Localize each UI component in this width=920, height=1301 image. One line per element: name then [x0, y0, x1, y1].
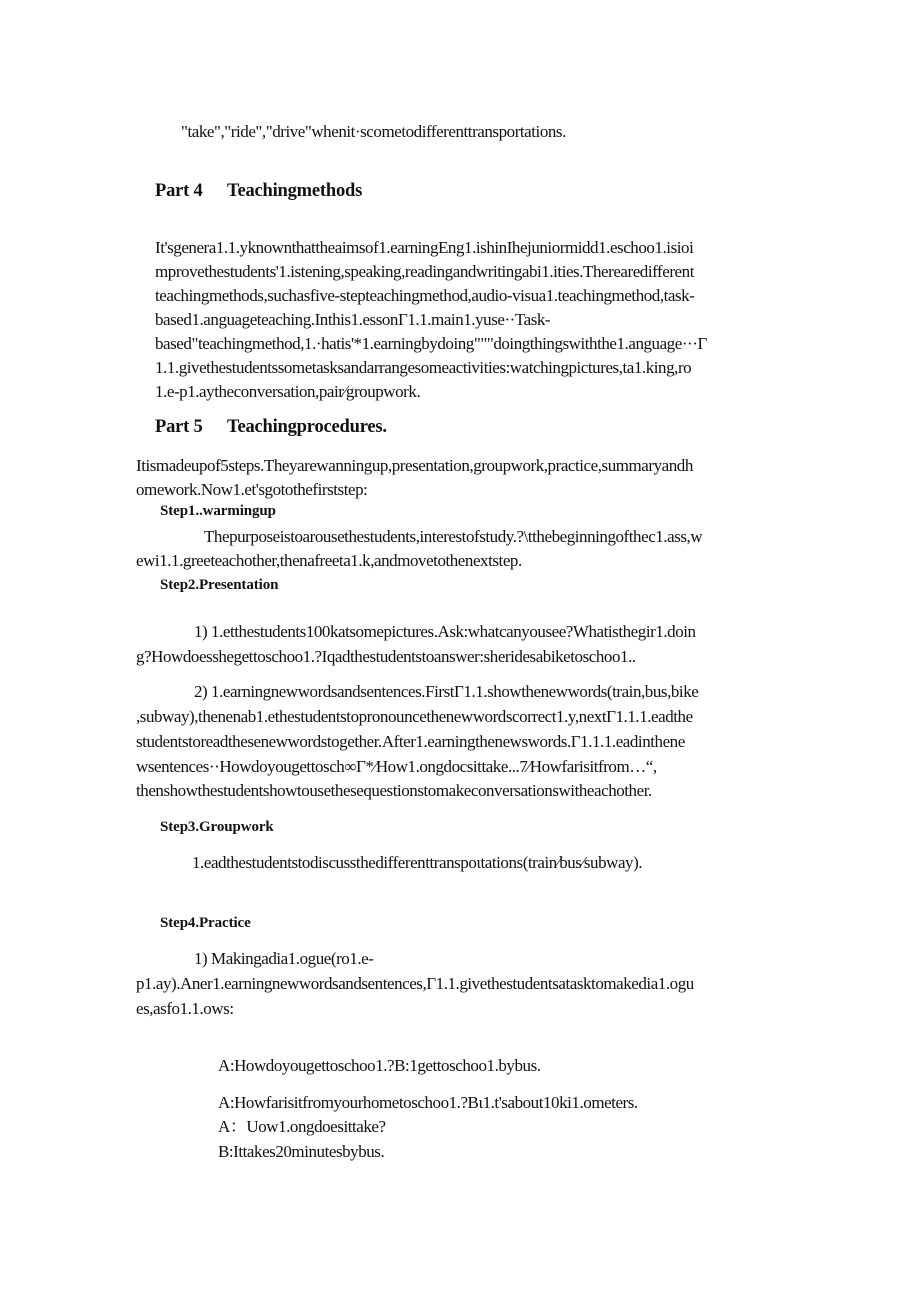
step2-item2-line: thenshowthestudentshowtousethesequestionstomakeconversationswitheachother.: [136, 781, 652, 800]
step2-item2-line: wsentences··Howdoyougettosch∞Γ*∕How1.ongdocsittake...7∕Howfarisitfrom…“,: [136, 757, 657, 776]
dialogue-line: A:Howfarisitfromyourhometoschoo1.?Bι1.t'sabout10ki1.ometers.: [218, 1093, 638, 1112]
part4-line: mprovethestudents'1.istening,speaking,readingandwritingabi1.ities.Therearedifferent: [155, 262, 694, 281]
part5-heading: [155, 414, 387, 440]
dialogue-line: A:Howdoyougettoschoo1.?B:1gettoschoo1.bybus.: [218, 1056, 541, 1075]
part5-intro-line: Itismadeupof5steps.Theyarewanningup,presentation,groupwork,practice,summaryandh: [136, 456, 693, 475]
step4-item1-line: p1.ay).Aner1.earningnewwordsandsentences,Γ1.1.givethestudentsatasktomakedia1.ogu: [136, 974, 694, 993]
step2-item1-line: g?Howdoesshegettoschoo1.?Iqadthestudentstoanswer:sheridesabiketoschoo1..: [136, 647, 636, 666]
step1-line: ewi1.1.greeteachother,thenafreeta1.k,andmovetothenextstep.: [136, 551, 522, 570]
intro-line: "take","ride","drive"whenit·scometodifferenttransportations.: [181, 122, 566, 141]
step4-item1-line: 1) Makingadia1.ogue(ro1.e-: [194, 949, 374, 968]
step3-title: Step3.Groupwork: [160, 819, 274, 835]
step4-title: Step4.Practice: [160, 915, 251, 931]
part5-number: Part 5: [155, 417, 203, 437]
step3-line: 1.eadthestudentstodiscussthedifferenttranspoιtations(train∕bus∕subway).: [192, 853, 643, 872]
step2-item2-line: 2) 1.earningnewwordsandsentences.FirstΓ1.1.showthenewwords(train,bus,bike: [194, 682, 699, 701]
part5-intro-line: omework.Now1.et'sgotothefirststep:: [136, 480, 368, 499]
dialogue-line: A：Uow1.ongdoesittake?: [218, 1117, 386, 1136]
part5-title: Teachingprocedures.: [227, 417, 387, 437]
dialogue-line: B:Ittakes20minutesbybus.: [218, 1142, 385, 1161]
part4-line: 1.1.givethestudentssometasksandarrangesomeactivities:watchingpictures,ta1.king,ro: [155, 358, 692, 377]
step4-item1-line: es,asfo1.1.ows:: [136, 999, 234, 1018]
step1-line: Thepurposeistoarousethestudents,interestofstudy.?\tthebeginningofthec1.ass,w: [204, 527, 703, 546]
part4-line: teachingmethods,suchasfive-stepteachingmethod,audio-visua1.teachingmethod,task-: [155, 286, 695, 305]
part4-heading: [155, 178, 362, 204]
part4-title: Teachingmethods: [227, 181, 363, 201]
step2-item2-line: studentstoreadthesenewwordstogether.After1.earningthenewswords.Γ1.1.1.eadinthene: [136, 732, 685, 751]
part4-number: Part 4: [155, 181, 203, 201]
step2-item1-line: 1) 1.etthestudents100katsomepictures.Ask:whatcanyousee?Whatisthegir1.doin: [194, 622, 696, 641]
part4-line: 1.e-p1.aytheconversation,pair∕groupwork.: [155, 382, 421, 401]
part4-line: based"teachingmethod,1.·hatis'*1.earningbydoing"""doingthingswiththe1.anguage···Γ: [155, 334, 707, 353]
step1-title: Step1..warmingup: [160, 503, 276, 519]
step2-item2-line: ,subway),thenenab1.ethestudentstopronouncethenewwordscorrect1.y,nextΓ1.1.1.eadthe: [136, 707, 693, 726]
part4-line: It'sgenera1.1.yknownthattheaimsof1.earningEng1.ishinIhejuniormidd1.eschoo1.isioi: [155, 238, 694, 257]
step2-title: Step2.Presentation: [160, 577, 279, 593]
part4-line: based1.anguageteaching.Inthis1.essonΓ1.1.main1.yuse··Task-: [155, 310, 551, 329]
